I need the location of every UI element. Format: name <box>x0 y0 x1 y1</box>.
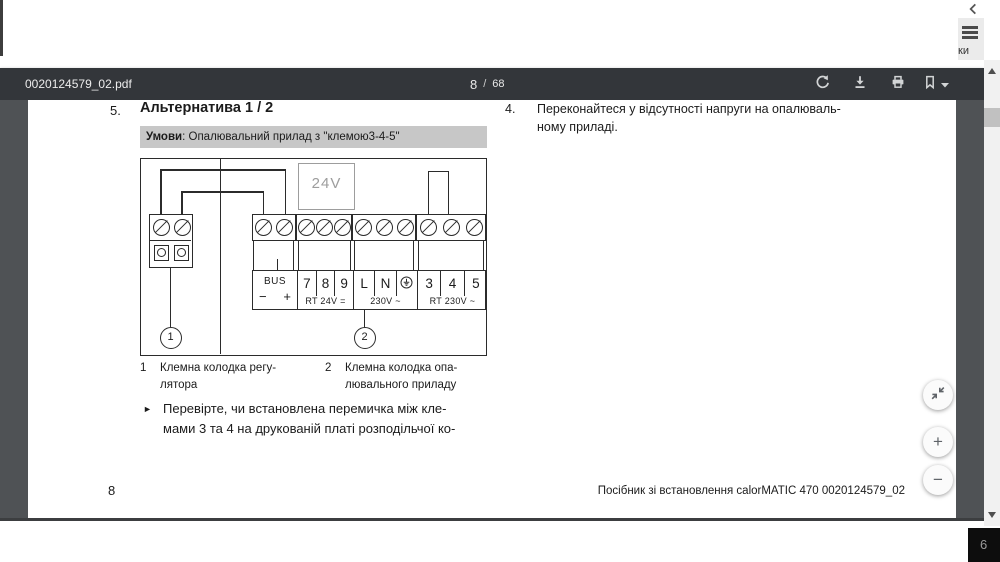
fit-page-button[interactable] <box>923 380 953 410</box>
bookmark-icon <box>922 74 938 95</box>
connector-stub <box>298 241 299 270</box>
connector-stub <box>418 241 419 270</box>
screw-terminal-icon <box>397 219 414 236</box>
download-button[interactable] <box>848 72 872 96</box>
zoom-in-button[interactable] <box>923 427 953 457</box>
rt24-label: RT 24V = <box>305 296 346 306</box>
window-edge-line <box>0 0 3 56</box>
bullet-icon: ► <box>143 404 152 414</box>
screw-terminal-icon <box>376 219 393 236</box>
print-button[interactable] <box>886 72 910 96</box>
screw-terminal-icon <box>255 219 272 236</box>
fit-page-icon <box>931 385 945 405</box>
screw-terminal-icon <box>355 219 372 236</box>
footer-page-number: 8 <box>108 483 116 498</box>
terminal-cell: 4 <box>441 271 464 296</box>
pdf-toolbar <box>0 68 984 100</box>
legend-1-number: 1 <box>140 362 147 374</box>
callout-2: 2 <box>354 327 376 349</box>
scroll-up-icon[interactable] <box>988 68 996 74</box>
legend-2-line2: лювального приладу <box>345 379 457 391</box>
connector-stub <box>483 241 484 270</box>
legend-1-line1: Клемна колодка регу- <box>160 362 277 374</box>
bookmark-button[interactable] <box>918 72 952 96</box>
step-4-line1: Переконайтеся у відсутності напруги на опалюваль- <box>537 102 841 116</box>
rotate-icon <box>814 74 830 95</box>
rt230-label: RT 230V ~ <box>429 296 476 306</box>
fragment-number: 6 <box>980 537 988 552</box>
diagram-divider-line <box>220 159 222 354</box>
side-panel-label: ки <box>958 45 969 57</box>
window-bottom-edge <box>0 518 984 521</box>
bus-minus-label: − <box>259 289 267 304</box>
terminal-socket-icon <box>174 245 189 261</box>
earth-terminal-cell <box>397 271 417 296</box>
page-divider: / <box>483 78 487 90</box>
scroll-down-icon[interactable] <box>988 512 996 518</box>
page-total: 68 <box>492 78 505 90</box>
page-title: Альтернатива 1 / 2 <box>140 100 274 116</box>
note-box <box>140 126 487 148</box>
jumper-plug <box>428 171 449 216</box>
pdf-page <box>28 100 956 518</box>
wire-line <box>160 169 286 171</box>
wire-line <box>181 191 264 193</box>
print-icon <box>890 74 906 95</box>
heading-number: 5. <box>110 103 121 118</box>
screw-terminal-icon <box>298 219 315 236</box>
bullet-line1: Перевірте, чи встановлена перемичка між кле- <box>163 401 447 416</box>
note-text: : Опалювальний прилад з "клемою3-4-5" <box>182 131 400 143</box>
minus-icon: − <box>933 470 943 489</box>
connector-stub <box>354 241 355 270</box>
caret-down-icon <box>941 75 949 93</box>
screw-terminal-icon <box>174 219 191 236</box>
download-icon <box>852 74 868 95</box>
scrollbar-thumb[interactable] <box>984 108 1000 127</box>
block-divider-line <box>150 240 191 241</box>
earth-icon <box>400 276 413 292</box>
bus-plus-label: + <box>283 289 291 304</box>
v230-section <box>353 271 417 309</box>
wiring-diagram <box>140 158 487 356</box>
rt24-section <box>297 271 353 309</box>
callout-line <box>364 310 365 327</box>
rotate-button[interactable] <box>810 72 834 96</box>
callout-1: 1 <box>160 327 182 349</box>
step-4-line2: ному приладі. <box>537 120 618 134</box>
terminal-cell: 3 <box>418 271 441 296</box>
wire-line <box>285 169 287 214</box>
legend-1-line2: лятора <box>160 379 198 391</box>
terminal-label-strip <box>252 270 486 310</box>
terminal-cell: 9 <box>340 276 348 291</box>
wire-line <box>160 169 162 214</box>
terminal-cell: L <box>354 271 375 296</box>
bus-label: BUS <box>263 276 287 287</box>
connector-stub <box>413 241 414 270</box>
rt230-section <box>417 271 487 309</box>
v230-label: 230V ~ <box>370 296 401 306</box>
screw-terminal-icon <box>443 219 460 236</box>
screw-terminal-icon <box>316 219 333 236</box>
screw-terminal-icon <box>466 219 483 236</box>
legend-2-number: 2 <box>325 362 332 374</box>
terminal-cell: 7 <box>298 271 317 296</box>
footer-manual-title: Посібник зі встановлення calorMATIC 470 0020124579_02 <box>597 485 905 497</box>
window-fragment <box>968 528 1000 562</box>
wire-line <box>263 191 265 214</box>
screw-terminal-icon <box>276 219 293 236</box>
zoom-out-button[interactable] <box>923 465 953 495</box>
step-4-number: 4. <box>505 102 516 116</box>
connector-stub <box>253 241 254 270</box>
wire-line <box>181 191 183 214</box>
connector-stub <box>350 241 351 270</box>
page-current[interactable]: 8 <box>470 76 478 92</box>
transformer-24v-label: 24V <box>311 175 342 192</box>
terminal-cell: N <box>375 271 396 296</box>
bus-section <box>253 271 297 309</box>
screw-terminal-icon <box>334 219 351 236</box>
transformer-24v-box <box>298 163 355 210</box>
bullet-line2: мами 3 та 4 на друкованій платі розподільчої ко- <box>163 421 456 436</box>
pdf-filename: 0020124579_02.pdf <box>25 77 132 91</box>
callout-line <box>170 268 171 327</box>
viewer-gutter-left <box>0 100 28 518</box>
chevron-left-icon[interactable] <box>966 2 980 16</box>
scrollbar[interactable] <box>984 60 1000 526</box>
screw-terminal-icon <box>153 219 170 236</box>
connector-stub <box>293 241 294 270</box>
connector-stub <box>277 259 278 270</box>
plus-icon: + <box>933 432 943 451</box>
page-indicator[interactable] <box>470 68 505 100</box>
viewer-gutter-right <box>956 100 984 521</box>
note-label: Умови <box>146 131 183 143</box>
terminal-cell: 8 <box>317 271 336 296</box>
terminal-socket-icon <box>154 245 169 261</box>
legend-2-line1: Клемна колодка опа- <box>345 362 458 374</box>
screw-terminal-icon <box>420 219 437 236</box>
hamburger-menu-icon[interactable] <box>962 26 978 40</box>
terminal-cell: 5 <box>472 276 480 291</box>
